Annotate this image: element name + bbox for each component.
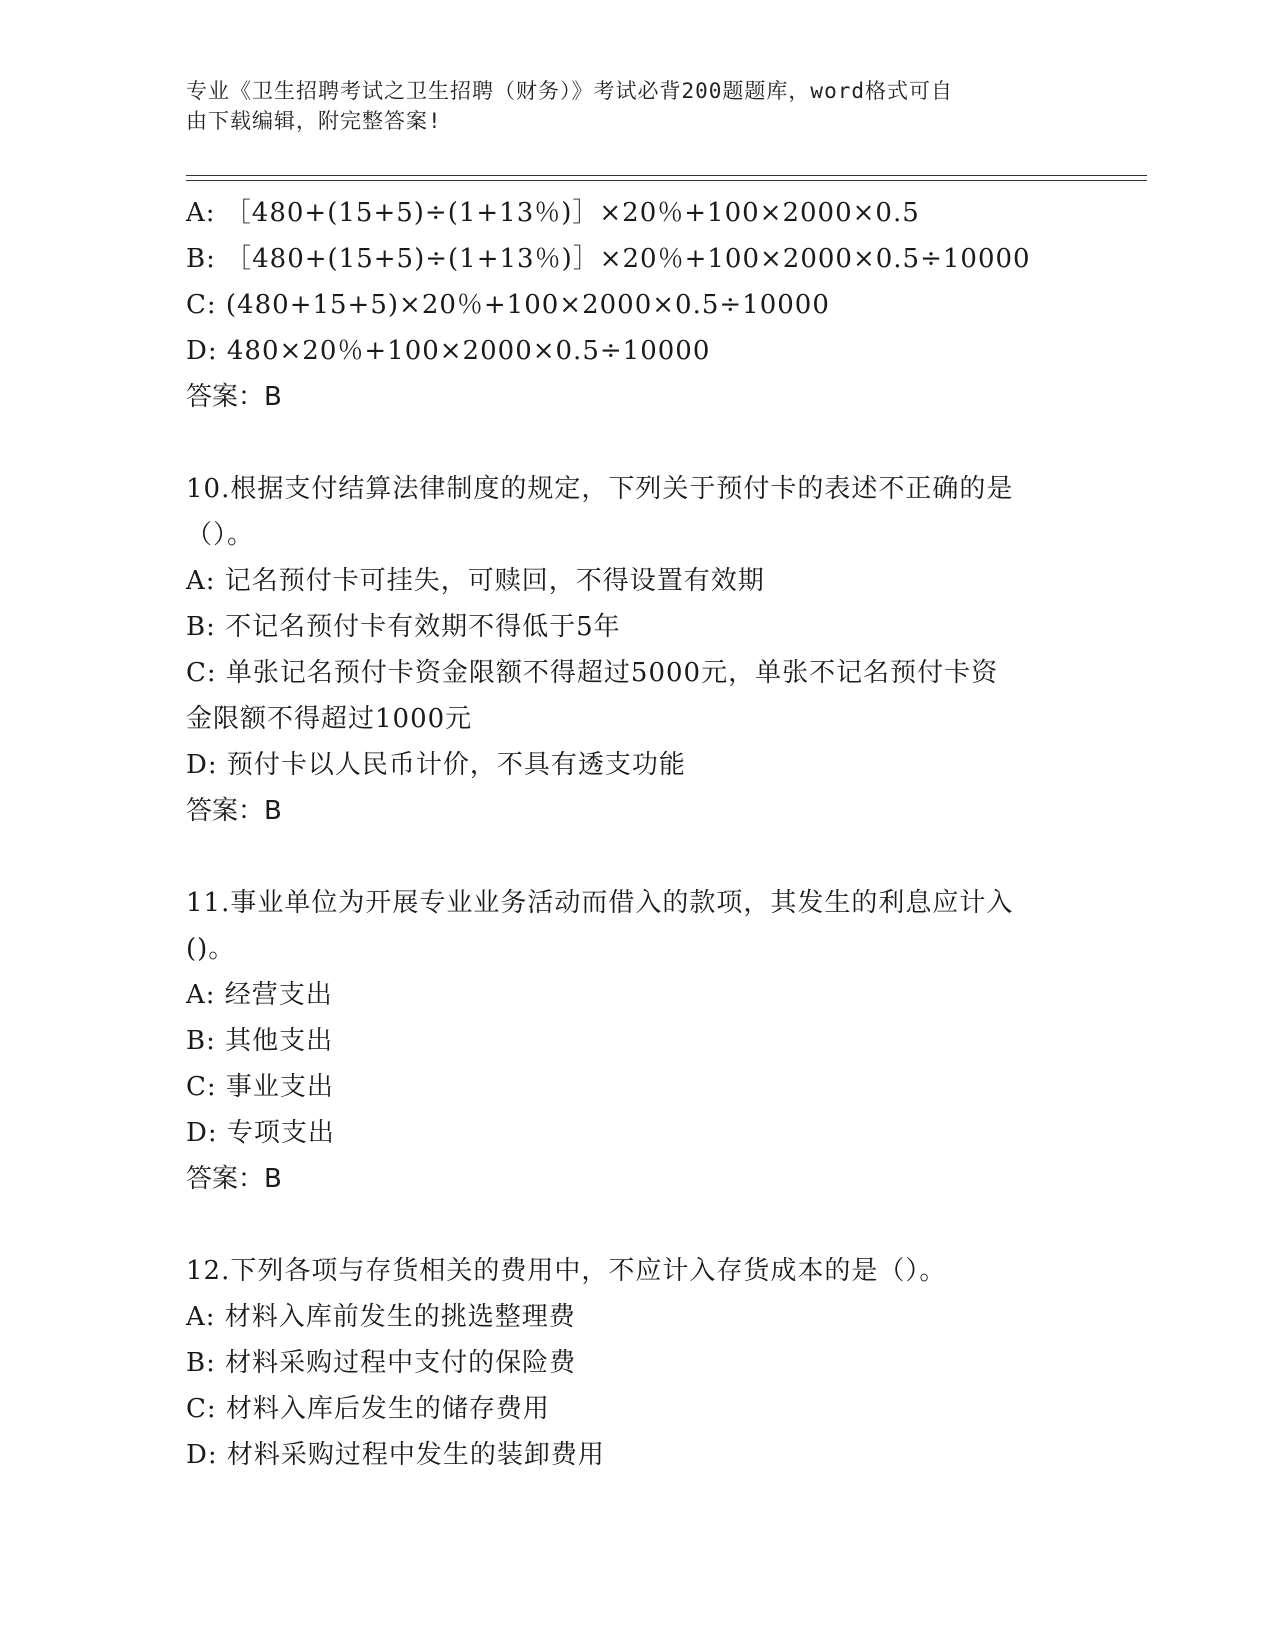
answer-line: 答案：B xyxy=(186,796,282,826)
question-list xyxy=(186,190,1086,1478)
spacer xyxy=(186,420,1086,466)
option-c: C: 单张记名预付卡资金限额不得超过5000元，单张不记名预付卡资 xyxy=(186,658,999,688)
spacer xyxy=(186,1202,1086,1248)
spacer xyxy=(186,834,1086,880)
question-12 xyxy=(186,1248,1086,1478)
option-c: C: (480+15+5)×20％+100×2000×0.5÷10000 xyxy=(186,290,830,320)
option-a: A: 经营支出 xyxy=(186,980,333,1010)
option-c: C: 事业支出 xyxy=(186,1072,334,1102)
option-b: B: 其他支出 xyxy=(186,1026,334,1056)
option-b: B: ［480+(15+5)÷(1+13％)］×20％+100×2000×0.5÷10000 xyxy=(186,244,1031,274)
header-line-2: 由下载编辑，附完整答案! xyxy=(186,109,442,133)
document-header xyxy=(186,76,1066,136)
question-10 xyxy=(186,466,1086,834)
option-d: D: 预付卡以人民币计价，不具有透支功能 xyxy=(186,750,686,780)
option-a: A: 记名预付卡可挂失，可赎回，不得设置有效期 xyxy=(186,566,765,596)
header-divider-top xyxy=(186,175,1147,176)
question-11 xyxy=(186,880,1086,1202)
option-d: D: 材料采购过程中发生的装卸费用 xyxy=(186,1440,605,1470)
header-line-1: 专业《卫生招聘考试之卫生招聘（财务）》考试必背200题题库，word格式可自 xyxy=(186,79,953,103)
question-stem: 10.根据支付结算法律制度的规定，下列关于预付卡的表述不正确的是 xyxy=(186,474,1014,504)
question-stem-continued: （）。 xyxy=(186,520,255,550)
header-divider-bottom xyxy=(186,180,1147,181)
answer-line: 答案：B xyxy=(186,1164,282,1194)
question-9 xyxy=(186,190,1086,420)
option-d: D: 480×20％+100×2000×0.5÷10000 xyxy=(186,336,711,366)
option-b: B: 材料采购过程中支付的保险费 xyxy=(186,1348,577,1378)
question-stem: 11.事业单位为开展专业业务活动而借入的款项，其发生的利息应计入 xyxy=(186,888,1014,918)
question-stem-continued: ()。 xyxy=(186,934,236,964)
option-a: A: ［480+(15+5)÷(1+13％)］×20％+100×2000×0.5 xyxy=(186,198,920,228)
answer-line: 答案：B xyxy=(186,382,282,412)
option-b: B: 不记名预付卡有效期不得低于5年 xyxy=(186,612,621,642)
option-c: C: 材料入库后发生的储存费用 xyxy=(186,1394,550,1424)
question-stem: 12.下列各项与存货相关的费用中，不应计入存货成本的是（）。 xyxy=(186,1256,947,1286)
option-a: A: 材料入库前发生的挑选整理费 xyxy=(186,1302,576,1332)
option-d: D: 专项支出 xyxy=(186,1118,335,1148)
option-c-continued: 金限额不得超过1000元 xyxy=(186,704,473,734)
